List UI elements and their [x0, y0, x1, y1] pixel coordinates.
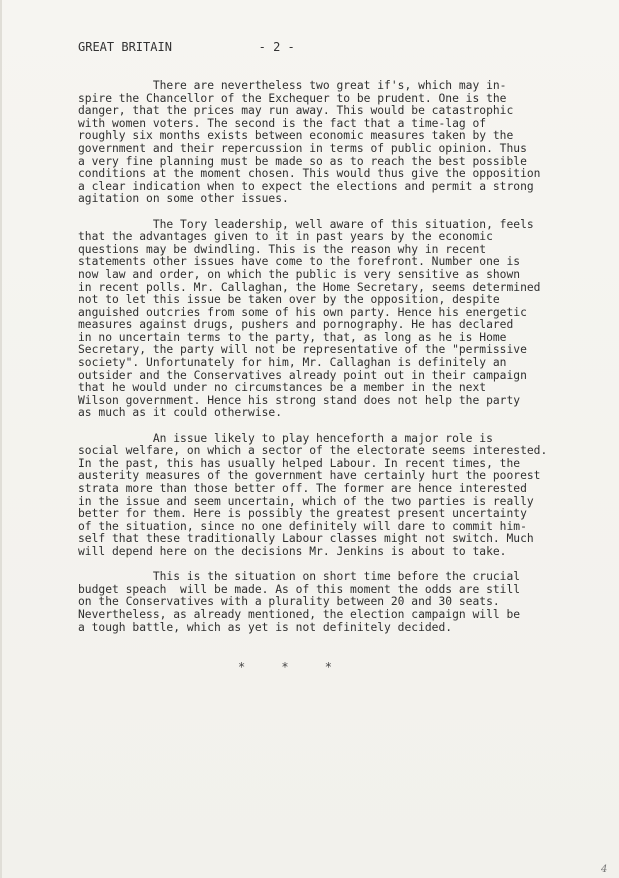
text-line: society". Unfortunately for him, Mr. Callaghan is definitely an	[78, 356, 507, 370]
text-line: that he would under no circumstances be a member in the next	[78, 381, 487, 395]
text-line: statements other issues have come to the forefront. Number one is	[78, 255, 521, 269]
text-line: outsider and the Conservatives already point out in their campaign	[78, 368, 527, 382]
text-line: that the advantages given to it in past years by the economic	[78, 230, 493, 244]
text-line: on the Conservatives with a plurality between 20 and 30 seats.	[78, 595, 500, 609]
text-line: strata more than those better off. The former are hence interested	[78, 482, 527, 495]
corner-page-mark: 4	[601, 864, 608, 875]
text-line: better for them. Here is possibly the greatest present uncertainty	[78, 507, 527, 521]
text-line: danger, that the prices may run away. This would be catastrophic	[78, 104, 514, 118]
paragraph	[78, 571, 618, 634]
text-line: will depend here on the decisions Mr. Jenkins is about to take.	[78, 544, 507, 558]
text-line: anguished outcries from some of his own party. Hence his energetic	[78, 305, 527, 319]
header-page-number: - 2 -	[258, 40, 295, 54]
text-line: An issue likely to play henceforth a major role is	[78, 431, 493, 445]
page-edge	[0, 0, 2, 878]
text-line: spire the Chancellor of the Exchequer to be prudent. One is the	[78, 91, 507, 105]
header-country: GREAT BRITAIN	[78, 40, 172, 54]
text-line: as much as it could otherwise.	[78, 406, 283, 420]
text-line: measures against drugs, pushers and pornography. He has declared	[78, 318, 514, 332]
text-line: This is the situation on short time before the crucial	[78, 570, 521, 584]
text-line: a clear indication when to expect the elections and permit a strong	[78, 179, 534, 193]
text-line: social welfare, on which a sector of the electorate seems interested.	[78, 444, 548, 458]
text-line: agitation on some other issues.	[78, 192, 289, 206]
text-line: of the situation, since no one definitely will dare to commit him-	[78, 519, 527, 533]
text-line: a tough battle, which as yet is not definitely decided.	[78, 620, 453, 634]
paragraph	[78, 80, 618, 206]
text-line: austerity measures of the government have certainly hurt the poorest	[78, 469, 541, 483]
paragraph	[78, 433, 618, 559]
text-line: budget speach will be made. As of this moment the odds are still	[78, 582, 521, 596]
text-line: The Tory leadership, well aware of this situation, feels	[78, 217, 534, 231]
text-line: a very fine planning must be made so as to reach the best possible	[78, 154, 527, 168]
text-line: In the past, this has usually helped Labour. In recent times, the	[78, 456, 521, 470]
text-line: in the issue and seem uncertain, which of the two parties is really	[78, 494, 534, 508]
text-line: with women voters. The second is the fact that a time-lag of	[78, 116, 487, 130]
text-line: conditions at the moment chosen. This would thus give the opposition	[78, 167, 541, 181]
text-line: There are nevertheless two great if's, which may in-	[78, 79, 507, 92]
text-line: self that these traditionally Labour classes might not switch. Much	[78, 532, 534, 546]
document-body	[78, 80, 618, 647]
text-line: Wilson government. Hence his strong stand does not help the party	[78, 393, 521, 407]
text-line: Secretary, the party will not be representative of the "permissive	[78, 343, 527, 357]
text-line: questions may be dwindling. This is the reason why in recent	[78, 242, 487, 256]
text-line: in no uncertain terms to the party, that, as long as he is Home	[78, 330, 507, 344]
text-line: Nevertheless, as already mentioned, the election campaign will be	[78, 607, 521, 621]
paragraph	[78, 219, 618, 421]
text-line: now law and order, on which the public is very sensitive as shown	[78, 267, 521, 281]
text-line: roughly six months exists between economic measures taken by the	[78, 129, 514, 143]
section-separator: * * *	[238, 660, 332, 674]
text-line: in recent polls. Mr. Callaghan, the Home Secretary, seems determined	[78, 280, 541, 294]
text-line: government and their repercussion in terms of public opinion. Thus	[78, 141, 527, 155]
text-line: not to let this issue be taken over by the opposition, despite	[78, 293, 500, 307]
page-header	[78, 40, 295, 54]
